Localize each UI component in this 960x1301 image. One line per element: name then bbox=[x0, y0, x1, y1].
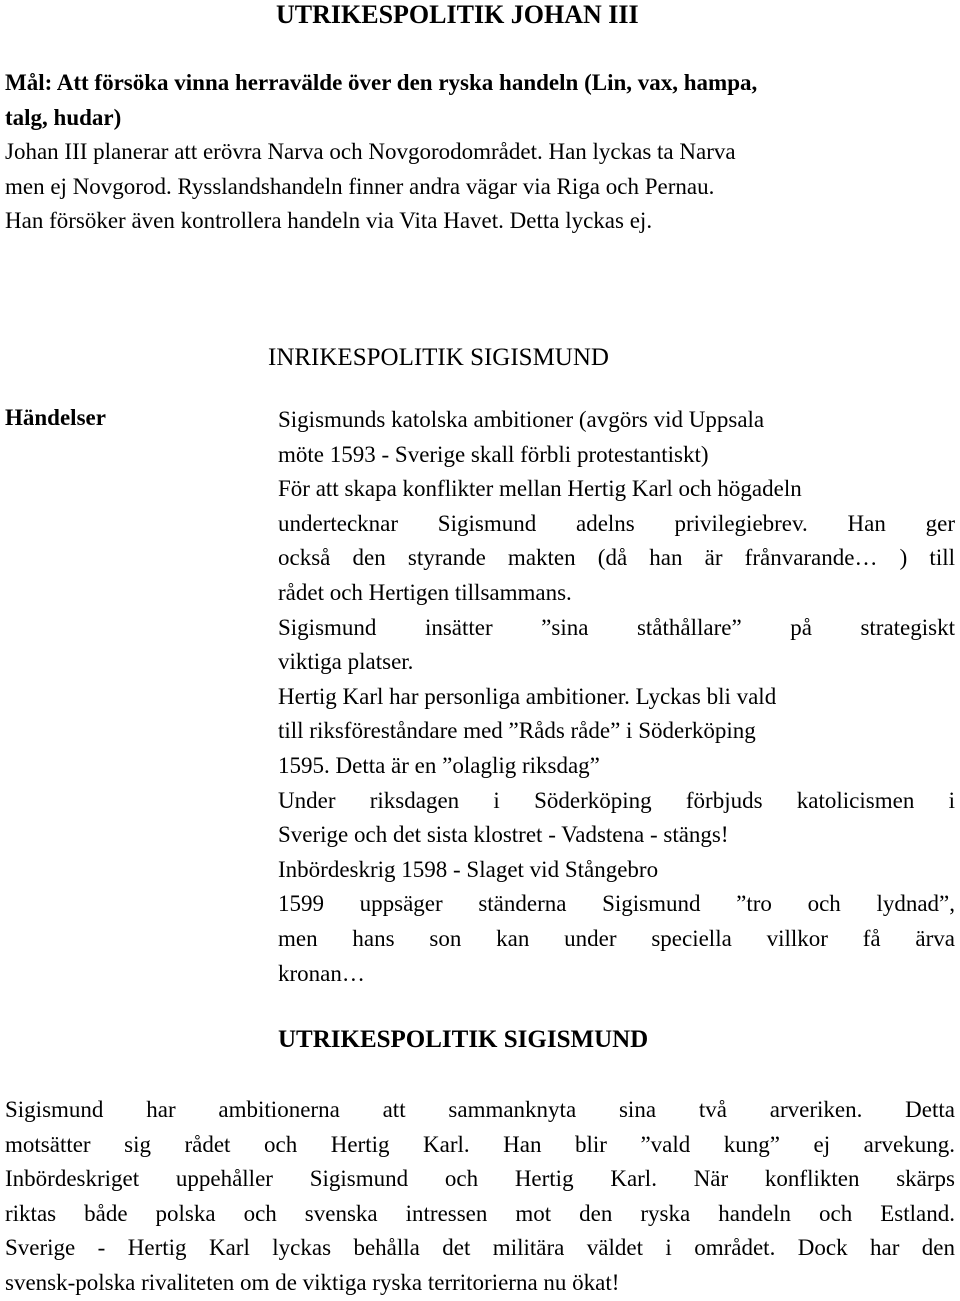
event-line: också den styrande makten (då han är frånvarande… ) till bbox=[278, 545, 955, 571]
intro-line-3: Johan III planerar att erövra Narva och Novgorodområdet. Han lyckas ta Narva bbox=[5, 139, 736, 164]
event-line: Sverige och det sista klostret - Vadstena - stängs! bbox=[278, 822, 729, 848]
event-line: För att skapa konflikter mellan Hertig Karl och högadeln bbox=[278, 476, 802, 502]
event-line: viktiga platser. bbox=[278, 649, 414, 675]
event-line: 1599 uppsäger ständerna Sigismund ”tro och lydnad”, bbox=[278, 891, 955, 917]
event-line: Sigismund insätter ”sina ståthållare” på strategiskt bbox=[278, 614, 955, 640]
final-line: Sigismund har ambitionerna att sammanknyta sina två arveriken. Detta bbox=[5, 1097, 955, 1122]
goal-line-1: Mål: Att försöka vinna herravälde över den ryska handeln (Lin, vax, hampa, bbox=[5, 70, 758, 95]
final-line: Inbördeskriget uppehåller Sigismund och Hertig Karl. När konflikten skärps bbox=[5, 1166, 955, 1192]
final-line: riktas både polska och svenska intressen mot den ryska handeln och Estland. bbox=[5, 1200, 955, 1226]
event-line: 1595. Detta är en ”olaglig riksdag” bbox=[278, 752, 600, 778]
event-line: möte 1593 - Sverige skall förbli protestantiskt) bbox=[278, 441, 709, 467]
section-heading-utrikespolitik-sigismund: UTRIKESPOLITIK SIGISMUND bbox=[278, 1026, 649, 1053]
intro-line-4: men ej Novgorod. Rysslandshandeln finner andra vägar via Riga och Pernau. bbox=[5, 173, 715, 199]
final-line: motsätter sig rådet och Hertig Karl. Han blir ”vald kung” ej arvekung. bbox=[5, 1131, 955, 1157]
event-line: kronan… bbox=[278, 960, 365, 986]
events-label: Händelser bbox=[5, 405, 106, 430]
intro-line-5: Han försöker även kontrollera handeln via Vita Havet. Detta lyckas ej. bbox=[5, 208, 653, 233]
event-line: till riksföreståndare med ”Råds råde” i Söderköping bbox=[278, 718, 756, 744]
event-line: rådet och Hertigen tillsammans. bbox=[278, 579, 572, 605]
event-line: men hans son kan under speciella villkor få ärva bbox=[278, 925, 955, 951]
event-line: Hertig Karl har personliga ambitioner. Lyckas bli vald bbox=[278, 683, 777, 709]
event-line: Sigismunds katolska ambitioner (avgörs vid Uppsala bbox=[278, 407, 765, 432]
section-heading-inrikespolitik: INRIKESPOLITIK SIGISMUND bbox=[268, 344, 609, 371]
final-paragraph bbox=[5, 1093, 955, 1301]
events-text bbox=[278, 403, 955, 991]
event-line: undertecknar Sigismund adelns privilegiebrev. Han ger bbox=[278, 510, 955, 536]
event-line: Inbördeskrig 1598 - Slaget vid Stångebro bbox=[278, 856, 659, 882]
goal-line-2: talg, hudar) bbox=[5, 104, 122, 130]
page-title: UTRIKESPOLITIK JOHAN III bbox=[276, 0, 639, 29]
event-line: Under riksdagen i Söderköping förbjuds katolicismen i bbox=[278, 787, 955, 813]
final-line: svensk-polska rivaliteten om de viktiga ryska territorierna nu ökat! bbox=[5, 1269, 620, 1295]
final-line: Sverige - Hertig Karl lyckas behålla det militära väldet i området. Dock har den bbox=[5, 1235, 955, 1261]
intro-paragraph bbox=[5, 66, 955, 239]
